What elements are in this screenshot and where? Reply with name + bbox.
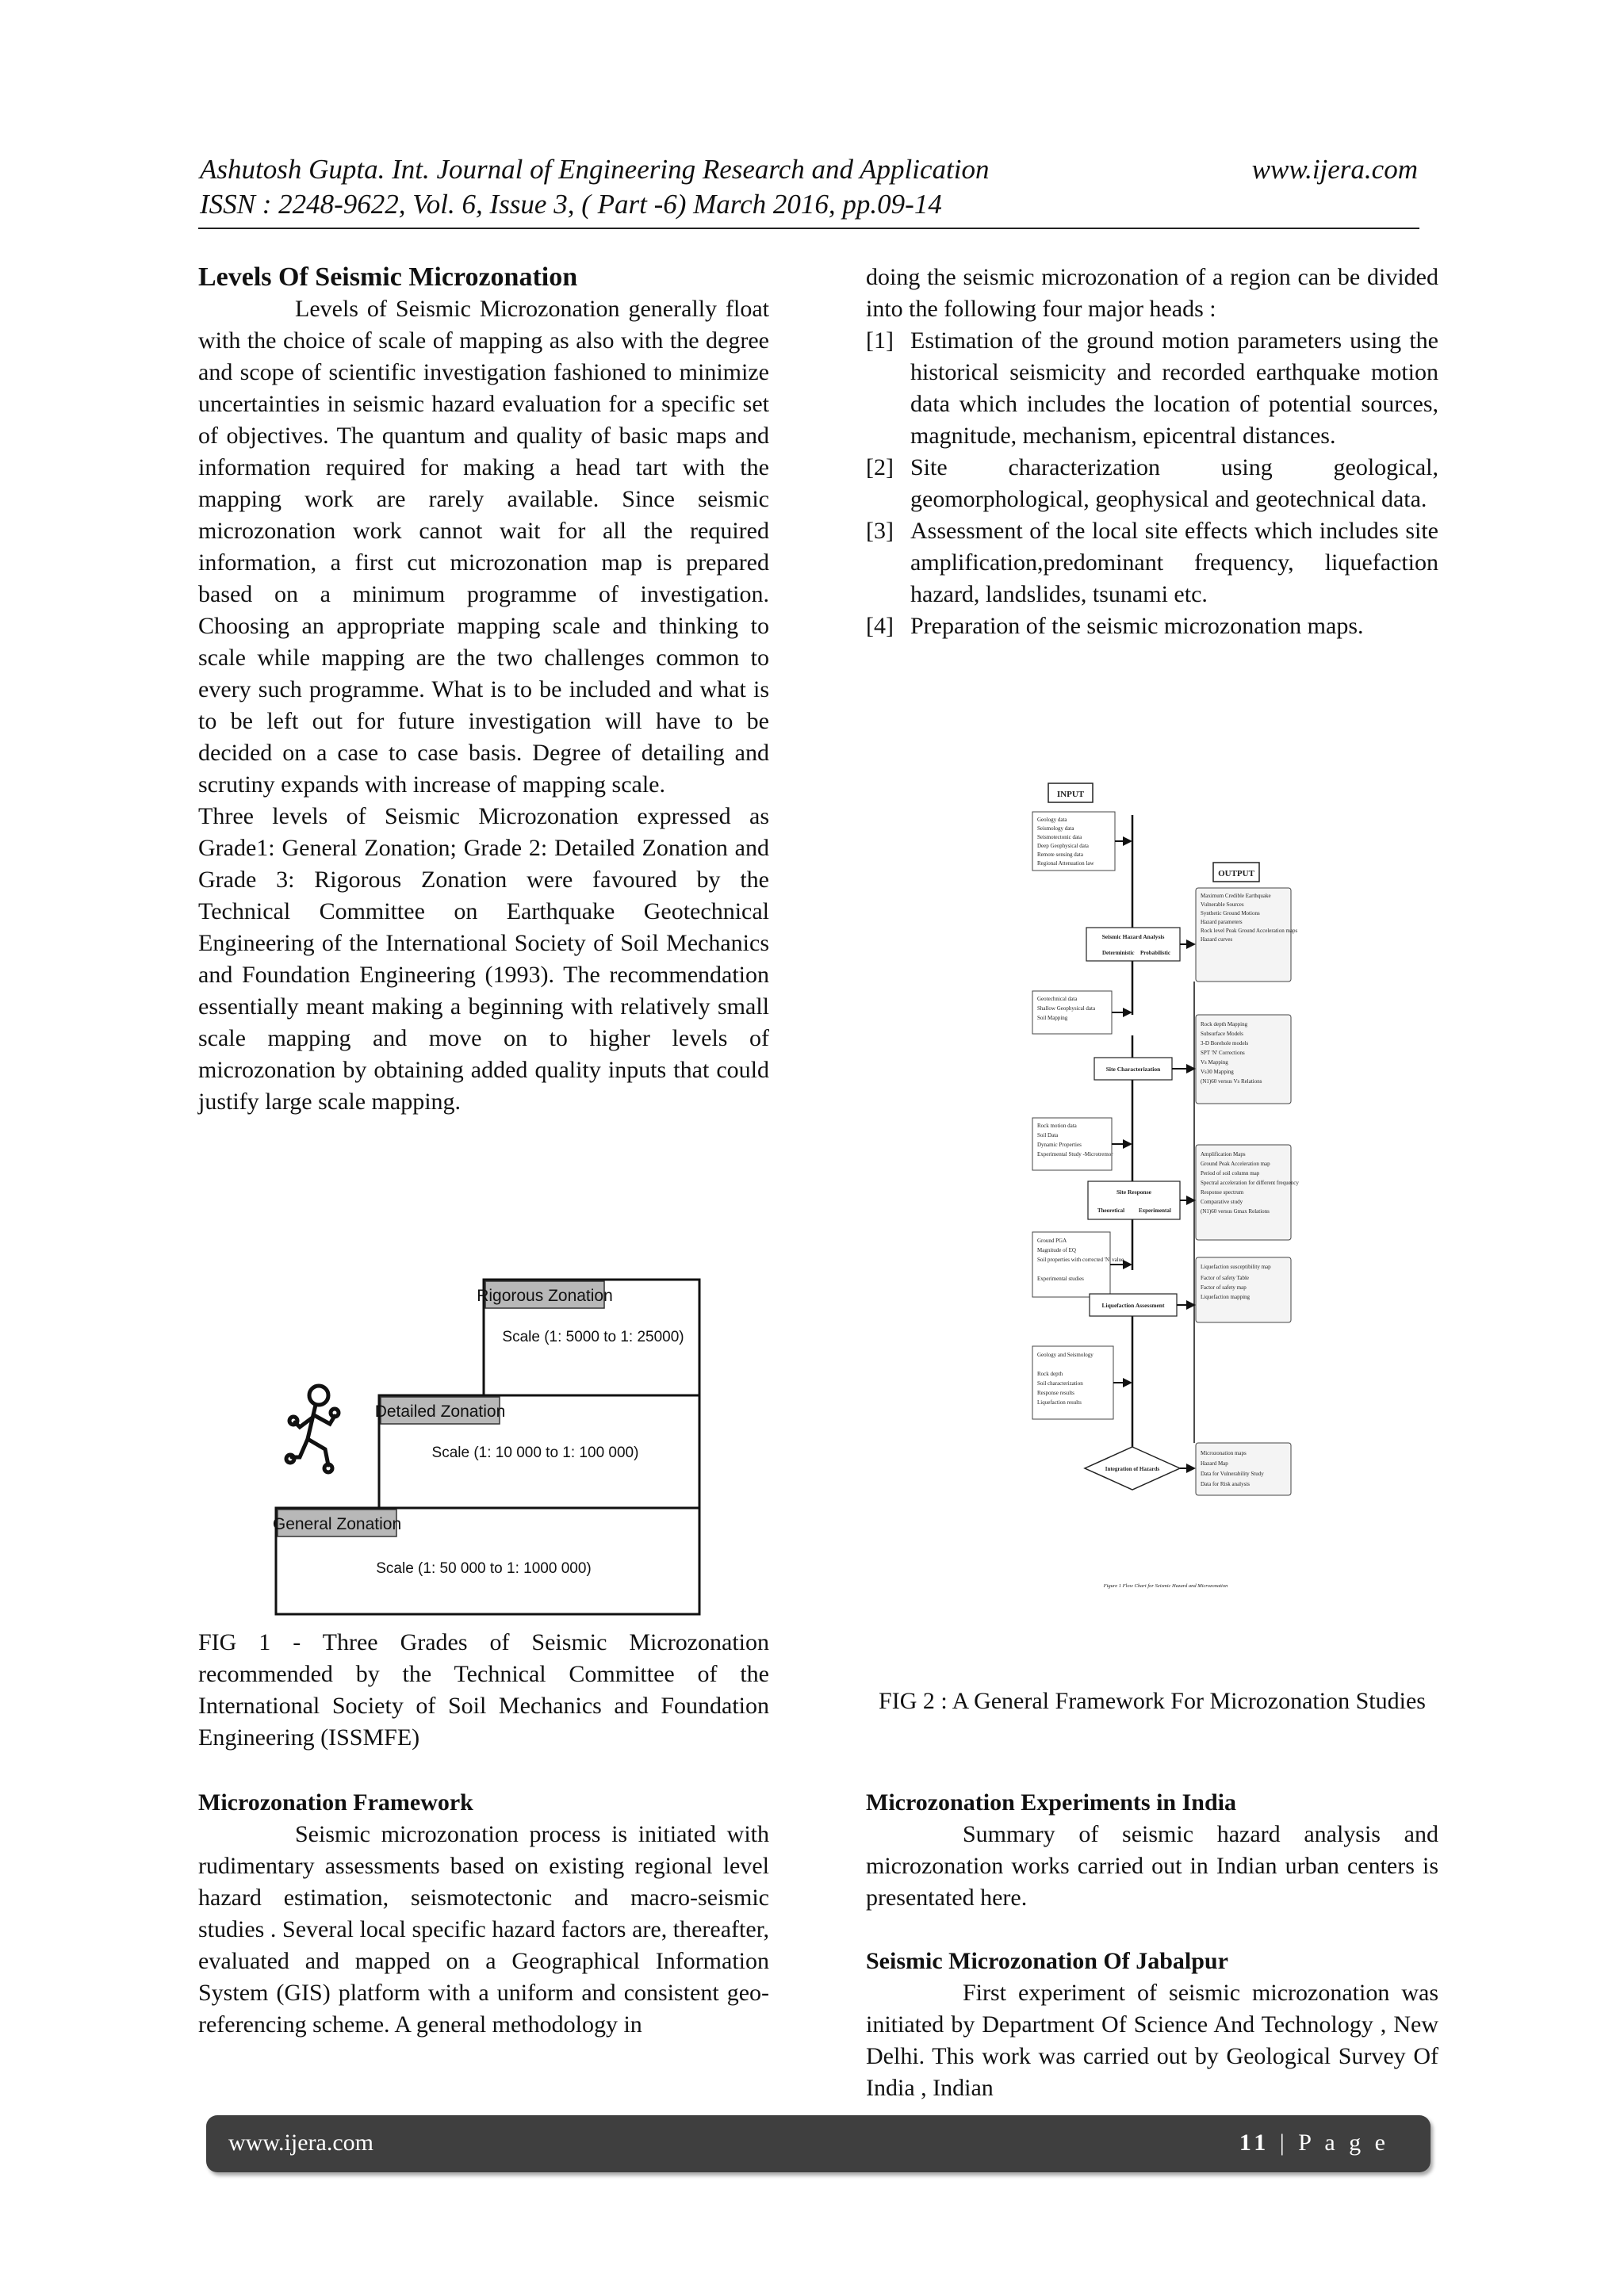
list-number: [1] — [866, 327, 894, 354]
list-item — [866, 515, 1438, 610]
step1-b: Probabilistic — [1140, 950, 1170, 956]
out4-item: Factor of safety Table — [1201, 1275, 1249, 1281]
fig1-zonation-diagram — [262, 1269, 706, 1617]
rigorous-scale: Scale (1: 5000 to 1: 25000) — [502, 1329, 684, 1345]
page-label: | P a g e — [1270, 2130, 1389, 2156]
paragraph: Levels of Seismic Microzonation generally float with the choice of scale of mapping as also with the degree and scope of scientific investigation fashioned to minimize uncertainties in seismic hazard evaluation for a specific set of objectives. The quantum and quality of basic maps and information required for making a head tart with the mapping work are rarely available. Since seismic microzonation work cannot wait for all the required information, a first cut microzonation map is prepared based on a minimum programme of investigation. Choosing an appropriate mapping scale and thinking to scale while mapping are the two challenges common to every such programme. What is to be included and what is to be left out for future investigation will have to be decided on a case to case basis. Degree of detailing and scrutiny expands with increase of mapping scale. — [198, 296, 769, 798]
general-label: General Zonation — [272, 1515, 402, 1533]
paragraph: Summary of seismic hazard analysis and microzonation works carried out in Indian urban centers is presentated here. — [866, 1821, 1438, 1911]
input2-item: Geotechnical data — [1037, 996, 1078, 1002]
fig2-caption: FIG 2 : A General Framework For Microzonation Studies — [879, 1688, 1426, 1714]
flowchart-caption: Figure 1 Flow Chart for Seismic Hazard and Microzonation — [1103, 1583, 1228, 1589]
page-number — [1239, 2130, 1389, 2156]
out1-item: Hazard curves — [1201, 936, 1233, 943]
out3-item: Ground Peak Acceleration map — [1201, 1161, 1270, 1167]
input1-item: Seismology data — [1037, 825, 1074, 832]
out4-item: Liquefaction mapping — [1201, 1294, 1251, 1300]
general-scale: Scale (1: 50 000 to 1: 1000 000) — [376, 1560, 592, 1577]
out3-item: Comparative study — [1201, 1199, 1243, 1205]
out5-item: Microzonation maps — [1201, 1450, 1247, 1456]
right-column-bottom — [866, 1787, 1438, 2104]
left-column-top — [198, 262, 769, 1118]
input1-item: Geology data — [1037, 817, 1067, 823]
input4-item: Soil properties with corrected 'N' value — [1037, 1257, 1124, 1263]
step5-label: Integration of Hazards — [1105, 1466, 1160, 1472]
out5-item: Hazard Map — [1201, 1460, 1228, 1467]
input4-item: Ground PGA — [1037, 1238, 1067, 1244]
list-text: Site characterization using geological, geomorphological, geophysical and geotechnical data. — [910, 454, 1438, 512]
header-rule — [198, 228, 1419, 229]
input5-item: Liquefaction results — [1037, 1399, 1082, 1406]
step1-a: Deterministic — [1102, 950, 1135, 956]
input5-item: Soil characterization — [1037, 1380, 1083, 1387]
paragraph: First experiment of seismic microzonation was initiated by Department Of Science And Technology , New Delhi. This work was carried out by Geological Survey Of India , Indian — [866, 1980, 1438, 2101]
input5-item: Geology and Seismology — [1037, 1352, 1094, 1358]
out2-item: Rock depth Mapping — [1201, 1021, 1248, 1027]
detailed-scale: Scale (1: 10 000 to 1: 100 000) — [431, 1445, 639, 1461]
detailed-label: Detailed Zonation — [374, 1402, 506, 1421]
input1-item: Regional Attenuation law — [1037, 860, 1094, 867]
input1-item: Deep Geophysical data — [1037, 843, 1089, 849]
paragraph: doing the seismic microzonation of a region can be divided into the following four major heads : — [866, 264, 1438, 322]
journal-title: Ashutosh Gupta. Int. Journal of Engineering Research and Application — [200, 154, 990, 185]
journal-url[interactable]: www.ijera.com — [1251, 154, 1418, 185]
input1-item: Remote sensing data — [1037, 851, 1083, 858]
input4-item: Magnitude of EQ — [1037, 1247, 1076, 1253]
out4-item: Liquefaction susceptibility map — [1201, 1264, 1271, 1270]
output-title: OUTPUT — [1218, 869, 1254, 878]
climber-figure-icon — [286, 1386, 339, 1472]
out1-item: Vulnerable Sources — [1201, 901, 1244, 908]
out2-item: (N1)60 versus Vs Relations — [1201, 1078, 1262, 1085]
footer-url[interactable]: www.ijera.com — [228, 2130, 373, 2156]
input3-item: Experimental Study -Microtremor — [1037, 1151, 1113, 1158]
list-number: [3] — [866, 518, 894, 544]
section-heading: Microzonation Framework — [198, 1789, 473, 1816]
out3-item: Spectral acceleration for different frequency — [1201, 1180, 1299, 1186]
out3-item: Amplification Maps — [1201, 1151, 1246, 1158]
out2-item: Subsurface Models — [1201, 1031, 1243, 1037]
out2-item: 3-D Borehole models — [1201, 1040, 1249, 1047]
step4-label: Liquefaction Assessment — [1101, 1302, 1165, 1309]
input3-item: Rock motion data — [1037, 1123, 1077, 1129]
out1-item: Maximum Credible Earthquake — [1201, 893, 1271, 899]
list-text: Preparation of the seismic microzonation maps. — [910, 613, 1364, 639]
out1-item: Rock level Peak Ground Acceleration maps — [1201, 928, 1298, 934]
section-heading: Microzonation Experiments in India — [866, 1789, 1236, 1816]
list-number: [2] — [866, 454, 894, 480]
input-title: INPUT — [1056, 790, 1085, 799]
out2-item: Vs Mapping — [1201, 1059, 1228, 1066]
left-column-bottom — [198, 1787, 769, 2041]
running-header — [200, 152, 1418, 187]
step3-a: Theoretical — [1097, 1207, 1125, 1214]
list-item — [866, 452, 1438, 515]
out5-item: Data for Vulnerability Study — [1201, 1471, 1264, 1477]
issn-line: ISSN : 2248-9622, Vol. 6, Issue 3, ( Part -6) March 2016, pp.09-14 — [200, 189, 942, 220]
step3-b: Experimental — [1139, 1207, 1171, 1214]
paragraph: Seismic microzonation process is initiated with rudimentary assessments based on existing regional level hazard estimation, seismotectonic and macro-seismic studies . Several local specific hazard factors are, thereafter, evaluated and mapped on a Geographical Information System (GIS) platform with a uniform and consistent geo-referencing scheme. A general methodology in — [198, 1821, 769, 2038]
list-text: Estimation of the ground motion parameters using the historical seismicity and recorded earthquake motion data which includes the location of potential sources, magnitude, mechanism, epicentral distances. — [910, 327, 1438, 449]
out1-item: Synthetic Ground Motions — [1201, 910, 1260, 916]
fig2-flowchart — [1031, 777, 1300, 1601]
page-footer — [206, 2115, 1431, 2172]
input2-item: Shallow Geophysical data — [1037, 1005, 1096, 1012]
out4-item: Factor of safety map — [1201, 1284, 1247, 1291]
list-number: [4] — [866, 613, 894, 639]
list-item — [866, 325, 1438, 452]
step2-label: Site Characterization — [1105, 1066, 1161, 1073]
input5-item: Rock depth — [1037, 1371, 1063, 1377]
step1-label: Seismic Hazard Analysis — [1101, 933, 1165, 940]
input4-item: Experimental studies — [1037, 1276, 1084, 1282]
method-list — [866, 325, 1438, 642]
list-item — [866, 610, 1438, 642]
input5-item: Response results — [1037, 1390, 1074, 1396]
list-text: Assessment of the local site effects which includes site amplification,predominant frequency, liquefaction hazard, landslides, tsunami etc. — [910, 518, 1438, 607]
out3-item: Period of soil column map — [1201, 1170, 1260, 1177]
input1-item: Seismotectonic data — [1037, 834, 1082, 840]
input2-item: Soil Mapping — [1037, 1015, 1068, 1021]
out2-item: SPT 'N' Corrections — [1201, 1050, 1245, 1056]
section-heading: Seismic Microzonation Of Jabalpur — [866, 1948, 1228, 1974]
input3-item: Dynamic Properties — [1037, 1142, 1082, 1148]
rigorous-label: Rigorous Zonation — [477, 1287, 613, 1305]
section-heading: Levels Of Seismic Microzonation — [198, 262, 578, 292]
out5-item: Data for Risk analysis — [1201, 1481, 1251, 1487]
page-num: 11 — [1239, 2130, 1270, 2156]
out1-item: Hazard parameters — [1201, 919, 1243, 925]
out3-item: Response spectrum — [1201, 1189, 1244, 1196]
out2-item: Vs30 Mapping — [1201, 1069, 1234, 1075]
paragraph: Three levels of Seismic Microzonation expressed as Grade1: General Zonation; Grade 2: Detailed Zonation and Grade 3: Rigorous Zonation were favoured by the Technical Committee on Earthquake Geotechnical Engineering of the International Society of Soil Mechanics and Foundation Engineering (1993). The recommendation essentially meant making a beginning with relatively small scale mapping and move on to higher levels of microzonation by obtaining added quality inputs that could justify large scale mapping. — [198, 803, 769, 1115]
fig1-caption: FIG 1 - Three Grades of Seismic Microzonation recommended by the Technical Committee of the International Society of Soil Mechanics and Foundation Engineering (ISSMFE) — [198, 1629, 769, 1751]
input3-item: Soil Data — [1037, 1132, 1059, 1138]
right-column-top — [866, 262, 1438, 642]
out3-item: (N1)60 versus Gmax Relations — [1201, 1208, 1270, 1215]
step3-label: Site Response — [1116, 1188, 1151, 1196]
